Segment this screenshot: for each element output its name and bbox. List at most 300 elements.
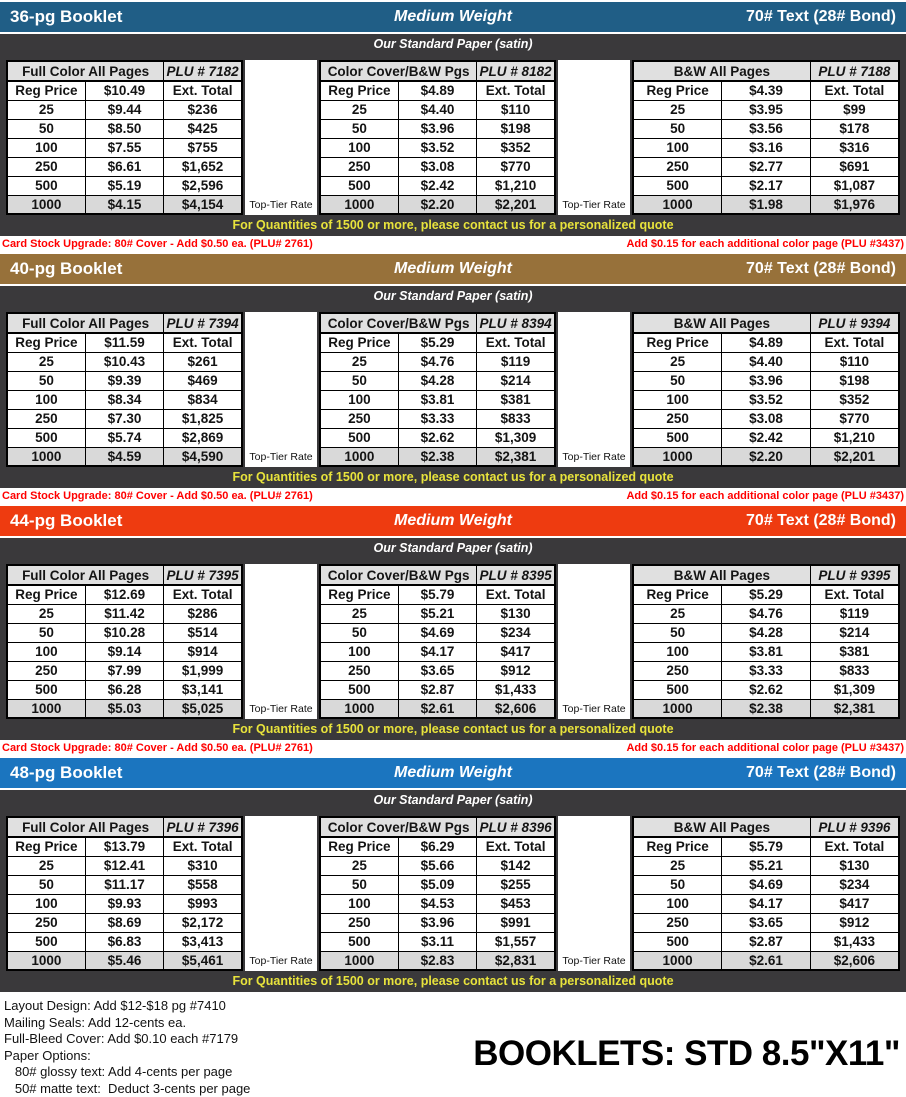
footer-note: Layout Design: Add $12-$18 pg #7410 (4, 998, 473, 1015)
qty-price-row (320, 951, 555, 970)
ext-total-cell: $1,433 (810, 932, 899, 951)
ext-total-cell: $1,433 (477, 680, 555, 699)
unit-price-cell: $2.38 (398, 447, 476, 466)
reg-price-label: Reg Price (320, 837, 398, 856)
qty-price-row (633, 409, 899, 428)
reg-price-label: Reg Price (633, 585, 722, 604)
unit-price-cell: $3.65 (722, 913, 811, 932)
ext-total-label: Ext. Total (477, 333, 555, 352)
unit-price-cell: $10.43 (85, 352, 163, 371)
top-tier-label: Top-Tier Rate (558, 700, 630, 719)
plu-label: PLU # 8182 (477, 61, 555, 81)
table-header-row (633, 565, 899, 585)
ext-total-cell: $3,141 (164, 680, 242, 699)
reg-price-label: Reg Price (320, 81, 398, 100)
qty-price-row (7, 680, 242, 699)
page-footer (0, 992, 906, 1097)
ext-total-cell: $833 (810, 661, 899, 680)
unit-price-cell: $5.03 (85, 699, 163, 718)
ext-total-cell: $912 (477, 661, 555, 680)
qty-price-row (320, 100, 555, 119)
footer-note: 80# glossy text: Add 4-cents per page (4, 1064, 473, 1081)
unit-price-cell: $2.20 (398, 195, 476, 214)
unit-price-cell: $2.17 (722, 176, 811, 195)
ext-total-label: Ext. Total (810, 585, 899, 604)
card-stock-note: Card Stock Upgrade: 80# Cover - Add $0.50 ea. (PLU# 2761) (2, 490, 313, 502)
price-table (319, 312, 556, 467)
top-tier-label: Top-Tier Rate (558, 196, 630, 215)
unit-price-cell: $11.17 (85, 875, 163, 894)
ext-total-cell: $2,869 (164, 428, 242, 447)
qty-cell: 1000 (633, 699, 722, 718)
top-tier-label: Top-Tier Rate (558, 448, 630, 467)
qty-cell: 25 (7, 856, 85, 875)
ext-total-cell: $4,590 (164, 447, 242, 466)
reg-price-value: $5.79 (722, 837, 811, 856)
ext-total-cell: $770 (477, 157, 555, 176)
ext-total-cell: $178 (810, 119, 899, 138)
qty-price-row (7, 699, 242, 718)
reg-price-value: $4.39 (722, 81, 811, 100)
ext-total-cell: $236 (164, 100, 242, 119)
table-title: Color Cover/B&W Pgs (320, 313, 477, 333)
ext-total-cell: $234 (477, 623, 555, 642)
qty-price-row (7, 856, 242, 875)
reg-price-label: Reg Price (633, 837, 722, 856)
footer-note: Mailing Seals: Add 12-cents ea. (4, 1015, 473, 1032)
price-table (6, 312, 243, 467)
qty-cell: 500 (7, 428, 85, 447)
plu-label: PLU # 9396 (810, 817, 899, 837)
table-header-row (320, 565, 555, 585)
qty-price-row (7, 176, 242, 195)
qty-price-row (320, 390, 555, 409)
unit-price-cell: $2.77 (722, 157, 811, 176)
booklet-section (0, 506, 906, 756)
color-page-note: Add $0.15 for each additional color page (PLU #3437) (626, 742, 904, 754)
unit-price-cell: $4.17 (722, 894, 811, 913)
qty-cell: 100 (320, 390, 398, 409)
unit-price-cell: $7.55 (85, 138, 163, 157)
qty-price-row (320, 932, 555, 951)
gap-box (245, 60, 317, 215)
qty-price-row (7, 951, 242, 970)
qty-price-row (320, 409, 555, 428)
color-page-note: Add $0.15 for each additional color page (PLU #3437) (626, 490, 904, 502)
qty-cell: 500 (633, 176, 722, 195)
qty-price-row (7, 932, 242, 951)
qty-cell: 25 (633, 352, 722, 371)
qty-price-row (633, 680, 899, 699)
unit-price-cell: $4.76 (722, 604, 811, 623)
table-header-row (7, 61, 242, 81)
weight-label: Medium Weight (305, 764, 600, 782)
unit-price-cell: $6.61 (85, 157, 163, 176)
table-title: B&W All Pages (633, 817, 810, 837)
weight-label: Medium Weight (305, 512, 600, 530)
section-header (0, 758, 906, 788)
qty-cell: 50 (320, 623, 398, 642)
table-header-row (7, 565, 242, 585)
qty-price-row (7, 642, 242, 661)
qty-cell: 250 (7, 661, 85, 680)
qty-price-row (633, 352, 899, 371)
plu-label: PLU # 8394 (477, 313, 555, 333)
reg-price-value: $4.89 (398, 81, 476, 100)
unit-price-cell: $3.81 (722, 642, 811, 661)
gap-box (558, 60, 630, 215)
qty-cell: 100 (7, 390, 85, 409)
table-title: Color Cover/B&W Pgs (320, 817, 477, 837)
reg-price-value: $5.79 (398, 585, 476, 604)
reg-price-row (320, 333, 555, 352)
reg-price-row (633, 585, 899, 604)
ext-total-cell: $2,201 (810, 447, 899, 466)
booklet-title: 44-pg Booklet (10, 511, 305, 531)
qty-cell: 25 (320, 604, 398, 623)
qty-price-row (633, 856, 899, 875)
unit-price-cell: $5.21 (398, 604, 476, 623)
gap-box (245, 816, 317, 971)
qty-cell: 500 (633, 680, 722, 699)
quote-banner: For Quantities of 1500 or more, please contact us for a personalized quote (6, 215, 900, 236)
ext-total-cell: $5,025 (164, 699, 242, 718)
qty-cell: 25 (320, 856, 398, 875)
unit-price-cell: $4.17 (398, 642, 476, 661)
qty-price-row (633, 390, 899, 409)
unit-price-cell: $4.69 (398, 623, 476, 642)
qty-price-row (7, 409, 242, 428)
qty-cell: 25 (7, 352, 85, 371)
qty-cell: 25 (7, 604, 85, 623)
table-title: Full Color All Pages (7, 817, 164, 837)
unit-price-cell: $7.30 (85, 409, 163, 428)
qty-cell: 100 (633, 642, 722, 661)
ext-total-cell: $130 (810, 856, 899, 875)
ext-total-cell: $2,596 (164, 176, 242, 195)
price-table (6, 816, 243, 971)
qty-price-row (633, 951, 899, 970)
qty-cell: 50 (7, 623, 85, 642)
qty-price-row (7, 100, 242, 119)
qty-price-row (7, 875, 242, 894)
table-header-row (633, 61, 899, 81)
reg-price-row (633, 837, 899, 856)
ext-total-cell: $261 (164, 352, 242, 371)
price-table (6, 564, 243, 719)
unit-price-cell: $2.62 (398, 428, 476, 447)
reg-price-row (320, 81, 555, 100)
ext-total-cell: $1,210 (477, 176, 555, 195)
ext-total-label: Ext. Total (810, 333, 899, 352)
plu-label: PLU # 8395 (477, 565, 555, 585)
unit-price-cell: $4.28 (398, 371, 476, 390)
ext-total-cell: $234 (810, 875, 899, 894)
ext-total-cell: $469 (164, 371, 242, 390)
ext-total-cell: $453 (477, 894, 555, 913)
reg-price-value: $6.29 (398, 837, 476, 856)
ext-total-cell: $993 (164, 894, 242, 913)
paper-spec-label: 70# Text (28# Bond) (601, 260, 896, 278)
qty-cell: 50 (320, 371, 398, 390)
ext-total-cell: $1,309 (810, 680, 899, 699)
qty-cell: 250 (320, 661, 398, 680)
qty-price-row (320, 661, 555, 680)
qty-cell: 500 (7, 176, 85, 195)
qty-cell: 1000 (320, 699, 398, 718)
section-panel (0, 810, 906, 992)
qty-price-row (633, 428, 899, 447)
unit-price-cell: $3.52 (398, 138, 476, 157)
qty-price-row (7, 428, 242, 447)
table-header-row (320, 817, 555, 837)
qty-cell: 250 (633, 913, 722, 932)
unit-price-cell: $4.40 (398, 100, 476, 119)
qty-cell: 50 (7, 371, 85, 390)
booklet-section (0, 2, 906, 252)
qty-cell: 250 (633, 157, 722, 176)
top-tier-label: Top-Tier Rate (245, 952, 317, 971)
qty-cell: 25 (633, 856, 722, 875)
unit-price-cell: $4.15 (85, 195, 163, 214)
qty-price-row (7, 371, 242, 390)
unit-price-cell: $8.50 (85, 119, 163, 138)
ext-total-cell: $991 (477, 913, 555, 932)
qty-cell: 500 (7, 680, 85, 699)
unit-price-cell: $2.87 (722, 932, 811, 951)
gap-box (245, 312, 317, 467)
qty-cell: 1000 (7, 699, 85, 718)
plu-label: PLU # 8396 (477, 817, 555, 837)
qty-cell: 100 (320, 642, 398, 661)
ext-total-cell: $119 (477, 352, 555, 371)
qty-cell: 250 (7, 913, 85, 932)
plu-label: PLU # 7396 (164, 817, 242, 837)
unit-price-cell: $4.28 (722, 623, 811, 642)
reg-price-row (7, 837, 242, 856)
ext-total-cell: $2,172 (164, 913, 242, 932)
ext-total-cell: $1,976 (810, 195, 899, 214)
qty-cell: 25 (633, 604, 722, 623)
footer-notes (4, 998, 473, 1097)
ext-total-cell: $755 (164, 138, 242, 157)
weight-label: Medium Weight (305, 8, 600, 26)
unit-price-cell: $4.53 (398, 894, 476, 913)
unit-price-cell: $2.61 (722, 951, 811, 970)
qty-price-row (320, 894, 555, 913)
qty-price-row (633, 138, 899, 157)
top-tier-label: Top-Tier Rate (558, 952, 630, 971)
reg-price-value: $13.79 (85, 837, 163, 856)
ext-total-cell: $1,652 (164, 157, 242, 176)
qty-price-row (320, 699, 555, 718)
color-page-note: Add $0.15 for each additional color page (PLU #3437) (626, 238, 904, 250)
ext-total-cell: $2,606 (477, 699, 555, 718)
tables-row (6, 60, 900, 215)
ext-total-cell: $2,831 (477, 951, 555, 970)
qty-cell: 250 (320, 409, 398, 428)
qty-price-row (633, 100, 899, 119)
qty-cell: 100 (320, 894, 398, 913)
qty-price-row (320, 447, 555, 466)
qty-cell: 250 (7, 157, 85, 176)
qty-price-row (633, 447, 899, 466)
unit-price-cell: $3.96 (722, 371, 811, 390)
qty-price-row (7, 157, 242, 176)
qty-price-row (633, 371, 899, 390)
price-table (632, 60, 900, 215)
plu-label: PLU # 7394 (164, 313, 242, 333)
qty-price-row (633, 176, 899, 195)
ext-total-cell: $198 (477, 119, 555, 138)
qty-price-row (7, 195, 242, 214)
qty-price-row (320, 428, 555, 447)
table-title: Color Cover/B&W Pgs (320, 565, 477, 585)
plu-label: PLU # 7395 (164, 565, 242, 585)
qty-cell: 25 (633, 100, 722, 119)
qty-price-row (7, 894, 242, 913)
ext-total-label: Ext. Total (164, 333, 242, 352)
ext-total-cell: $1,999 (164, 661, 242, 680)
ext-total-label: Ext. Total (164, 81, 242, 100)
qty-price-row (320, 138, 555, 157)
reg-price-label: Reg Price (7, 81, 85, 100)
table-title: B&W All Pages (633, 313, 810, 333)
qty-cell: 25 (320, 100, 398, 119)
table-title: B&W All Pages (633, 565, 810, 585)
ext-total-cell: $99 (810, 100, 899, 119)
plu-label: PLU # 9395 (810, 565, 899, 585)
qty-cell: 50 (7, 119, 85, 138)
unit-price-cell: $10.28 (85, 623, 163, 642)
qty-cell: 50 (633, 875, 722, 894)
table-header-row (320, 313, 555, 333)
unit-price-cell: $3.65 (398, 661, 476, 680)
qty-price-row (320, 680, 555, 699)
ext-total-cell: $110 (477, 100, 555, 119)
top-tier-label: Top-Tier Rate (245, 196, 317, 215)
unit-price-cell: $11.42 (85, 604, 163, 623)
section-header (0, 254, 906, 284)
qty-price-row (633, 195, 899, 214)
ext-total-cell: $381 (810, 642, 899, 661)
qty-price-row (7, 138, 242, 157)
price-table (319, 564, 556, 719)
weight-label: Medium Weight (305, 260, 600, 278)
unit-price-cell: $5.74 (85, 428, 163, 447)
ext-total-cell: $833 (477, 409, 555, 428)
upgrade-notes-row (0, 236, 906, 252)
reg-price-row (633, 81, 899, 100)
reg-price-label: Reg Price (7, 585, 85, 604)
reg-price-row (320, 585, 555, 604)
ext-total-cell: $130 (477, 604, 555, 623)
page-big-title: BOOKLETS: STD 8.5"X11" (473, 1034, 900, 1097)
reg-price-row (320, 837, 555, 856)
unit-price-cell: $8.69 (85, 913, 163, 932)
qty-cell: 250 (633, 409, 722, 428)
ext-total-cell: $255 (477, 875, 555, 894)
unit-price-cell: $8.34 (85, 390, 163, 409)
table-title: B&W All Pages (633, 61, 810, 81)
qty-cell: 100 (633, 138, 722, 157)
qty-price-row (320, 119, 555, 138)
qty-price-row (320, 642, 555, 661)
qty-price-row (7, 352, 242, 371)
qty-price-row (633, 642, 899, 661)
qty-cell: 50 (633, 119, 722, 138)
table-title: Full Color All Pages (7, 61, 164, 81)
qty-price-row (633, 604, 899, 623)
ext-total-cell: $1,309 (477, 428, 555, 447)
qty-cell: 1000 (633, 447, 722, 466)
unit-price-cell: $9.39 (85, 371, 163, 390)
ext-total-cell: $5,461 (164, 951, 242, 970)
quote-banner: For Quantities of 1500 or more, please contact us for a personalized quote (6, 719, 900, 740)
qty-price-row (320, 371, 555, 390)
qty-cell: 500 (320, 428, 398, 447)
footer-note: 50# matte text: Deduct 3-cents per page (4, 1081, 473, 1097)
unit-price-cell: $9.93 (85, 894, 163, 913)
qty-price-row (320, 623, 555, 642)
upgrade-notes-row (0, 488, 906, 504)
ext-total-cell: $2,201 (477, 195, 555, 214)
qty-cell: 1000 (7, 195, 85, 214)
ext-total-label: Ext. Total (477, 81, 555, 100)
qty-cell: 500 (7, 932, 85, 951)
qty-price-row (320, 913, 555, 932)
tables-row (6, 816, 900, 971)
unit-price-cell: $2.87 (398, 680, 476, 699)
qty-cell: 1000 (633, 951, 722, 970)
qty-price-row (320, 195, 555, 214)
reg-price-row (7, 81, 242, 100)
qty-cell: 250 (633, 661, 722, 680)
ext-total-cell: $198 (810, 371, 899, 390)
booklet-section (0, 254, 906, 504)
reg-price-label: Reg Price (320, 333, 398, 352)
upgrade-notes-row (0, 740, 906, 756)
qty-price-row (7, 447, 242, 466)
unit-price-cell: $3.08 (398, 157, 476, 176)
unit-price-cell: $2.42 (398, 176, 476, 195)
qty-price-row (633, 623, 899, 642)
qty-cell: 1000 (320, 195, 398, 214)
unit-price-cell: $4.59 (85, 447, 163, 466)
ext-total-cell: $214 (810, 623, 899, 642)
unit-price-cell: $9.44 (85, 100, 163, 119)
price-table (632, 816, 900, 971)
section-panel (0, 558, 906, 740)
qty-cell: 1000 (633, 195, 722, 214)
reg-price-value: $11.59 (85, 333, 163, 352)
ext-total-cell: $514 (164, 623, 242, 642)
qty-cell: 1000 (320, 951, 398, 970)
plu-label: PLU # 9394 (810, 313, 899, 333)
table-header-row (7, 313, 242, 333)
ext-total-cell: $425 (164, 119, 242, 138)
unit-price-cell: $3.95 (722, 100, 811, 119)
table-header-row (320, 61, 555, 81)
qty-price-row (633, 699, 899, 718)
table-header-row (633, 817, 899, 837)
reg-price-value: $12.69 (85, 585, 163, 604)
ext-total-cell: $912 (810, 913, 899, 932)
paper-subtitle: Our Standard Paper (satin) (0, 286, 906, 306)
qty-cell: 1000 (7, 951, 85, 970)
qty-price-row (633, 661, 899, 680)
unit-price-cell: $3.52 (722, 390, 811, 409)
